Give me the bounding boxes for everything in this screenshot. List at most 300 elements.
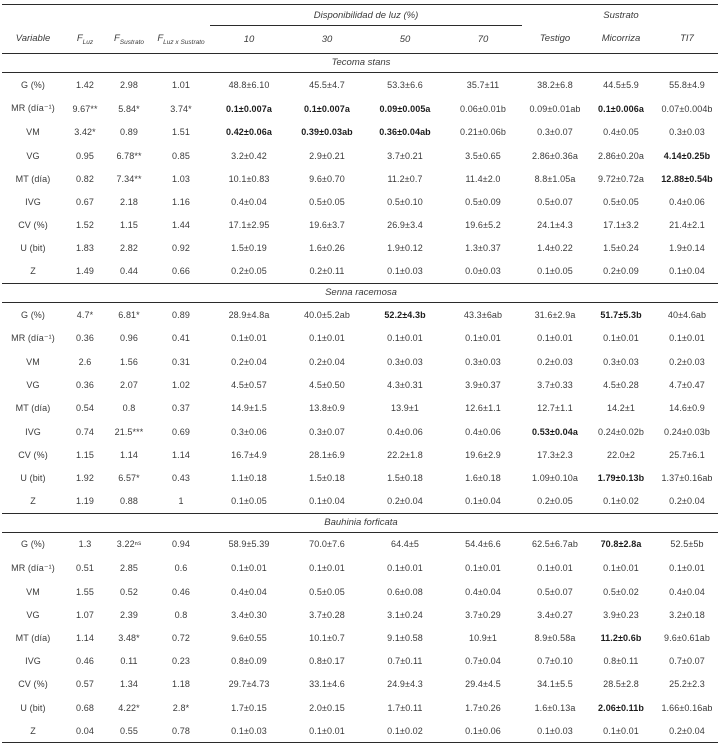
value-cell: 9.6±0.55 [231,633,267,644]
value-cell: 9.6±0.61ab [664,633,710,644]
value-cell: 7.34** [116,173,142,184]
value-cell: 0.8 [174,609,188,620]
value-cell: 55.8±4.9 [669,79,705,90]
value-cell: 0.7±0.10 [537,656,573,667]
f-luz-column-header [64,26,106,54]
variable-cell: VG [26,150,40,161]
value-cell: 1.92 [76,472,94,483]
value-cell: 3.7±0.28 [309,609,345,620]
value-cell: 0.67 [76,196,94,207]
value-cell: 21.4±2.1 [669,220,705,231]
value-cell: 17.3±2.3 [537,449,573,460]
value-cell: 24.9±4.3 [387,679,423,690]
value-cell: 9.67** [72,103,98,114]
value-cell: 14.6±0.9 [669,403,705,414]
value-cell: 0.2±0.04 [387,496,423,507]
value-cell: 0.78 [172,725,190,736]
value-cell: 28.1±6.9 [309,449,345,460]
value-cell: 0.7±0.04 [465,656,501,667]
value-cell: 1.19 [76,496,94,507]
value-cell: 25.2±2.3 [669,679,705,690]
value-cell: 0.04 [76,725,94,736]
value-cell: 14.2±1 [606,403,636,414]
value-cell: 12.88±0.54b [661,173,713,184]
value-cell: 9.72±0.72a [598,173,644,184]
table-row [2,350,718,373]
value-cell: 0.1±0.06 [465,725,501,736]
value-cell: 0.66 [172,266,190,277]
value-cell: 31.6±2.9a [534,309,576,320]
value-cell: 0.24±0.03b [664,426,710,437]
value-cell: 0.74 [76,426,94,437]
value-cell: 1.44 [172,220,190,231]
value-cell: 58.9±5.39 [228,539,270,550]
table-row [2,73,718,97]
value-cell: 1.02 [172,380,190,391]
variable-cell: MR (día⁻¹) [11,103,55,114]
value-cell: 0.3±0.03 [603,357,639,368]
value-cell: 62.5±6.7ab [532,539,578,550]
value-cell: 0.46 [76,656,94,667]
section-title-row [2,284,718,303]
f-luz-subscript: Luz [82,38,94,46]
light-level-10-header: 10 [210,26,288,54]
value-cell: 0.0±0.03 [465,266,501,277]
value-cell: 0.1±0.01 [309,725,345,736]
value-cell: 3.9±0.37 [465,380,501,391]
value-cell: 0.1±0.03 [387,266,423,277]
value-cell: 0.8±0.17 [309,656,345,667]
value-cell: 0.31 [172,357,190,368]
value-cell: 6.78** [116,150,142,161]
value-cell: 0.09±0.01ab [529,103,581,114]
value-cell: 14.9±1.5 [231,403,267,414]
value-cell: 4.7* [76,309,94,320]
value-cell: 0.3±0.07 [309,426,345,437]
value-cell: 0.36 [76,380,94,391]
f-sustrato-subscript: Sustrato [119,38,145,46]
value-cell: 54.4±6.6 [465,539,501,550]
value-cell: 48.8±6.10 [228,79,270,90]
value-cell: 5.84* [118,103,140,114]
table-row [2,420,718,443]
value-cell: 0.2±0.04 [669,725,705,736]
value-cell: 2.6 [78,357,92,368]
table-row [2,190,718,213]
value-cell: 3.7±0.33 [537,380,573,391]
value-cell: 9.6±0.70 [309,173,345,184]
value-cell: 0.8±0.09 [231,656,267,667]
value-cell: 1.5±0.18 [387,472,423,483]
value-cell: 0.1±0.01 [309,563,345,574]
value-cell: 1.6±0.26 [309,243,345,254]
value-cell: 1.3 [78,539,92,550]
value-cell: 0.7±0.11 [387,656,423,667]
value-cell: 1.5±0.24 [603,243,639,254]
value-cell: 6.81* [118,309,140,320]
value-cell: 35.7±11 [466,79,500,90]
variable-cell: Z [30,725,36,736]
value-cell: 0.5±0.05 [309,586,345,597]
value-cell: 4.5±0.50 [309,380,345,391]
value-cell: 2.39 [120,609,138,620]
value-cell: 1.3±0.37 [465,243,501,254]
value-cell: 0.1±0.01 [465,563,501,574]
variable-cell: IVG [25,426,41,437]
value-cell: 1.1±0.18 [231,472,267,483]
value-cell: 0.89 [172,309,190,320]
value-cell: 11.4±2.0 [465,173,501,184]
value-cell: 2.82 [120,243,138,254]
value-cell: 0.5±0.09 [465,196,501,207]
variable-cell: MT (día) [15,633,51,644]
value-cell: 11.2±0.6b [600,633,642,644]
substrate-ti7-header: TI7 [654,26,718,54]
section-title-row [2,54,718,73]
value-cell: 1.56 [120,357,138,368]
variable-cell: IVG [25,196,41,207]
value-cell: 0.2±0.09 [603,266,639,277]
table-row [2,603,718,626]
species-section-title: Senna racemosa [2,284,718,303]
value-cell: 0.41 [172,333,190,344]
results-table [2,4,718,743]
value-cell: 29.7±4.73 [228,679,270,690]
table-row [2,556,718,580]
value-cell: 0.2±0.11 [309,266,345,277]
value-cell: 0.1±0.03 [231,725,267,736]
table-row [2,719,718,743]
light-level-50-header: 50 [366,26,444,54]
value-cell: 0.1±0.007a [304,103,350,114]
value-cell: 19.6±5.2 [465,220,501,231]
value-cell: 0.46 [172,586,190,597]
value-cell: 40.0±5.2ab [304,309,350,320]
table-row [2,532,718,556]
value-cell: 0.94 [172,539,190,550]
value-cell: 1.49 [76,266,94,277]
value-cell: 1.01 [172,79,190,90]
table-row [2,214,718,237]
value-cell: 3.48* [118,633,140,644]
value-cell: 0.5±0.07 [537,196,573,207]
value-cell: 19.6±2.9 [465,449,501,460]
value-cell: 0.8±0.11 [603,656,639,667]
value-cell: 2.98 [120,79,138,90]
value-cell: 2.06±0.11b [598,702,644,713]
value-cell: 1.07 [76,609,94,620]
value-cell: 1.7±0.11 [387,702,423,713]
value-cell: 0.82 [76,173,94,184]
value-cell: 0.4±0.04 [231,196,267,207]
value-cell: 0.92 [172,243,190,254]
value-cell: 9.1±0.58 [387,633,423,644]
value-cell: 0.7±0.07 [669,656,705,667]
value-cell: 12.6±1.1 [465,403,501,414]
value-cell: 0.72 [172,633,190,644]
table-row [2,673,718,696]
value-cell: 0.2±0.05 [537,496,573,507]
light-level-30-header: 30 [288,26,366,54]
value-cell: 1.42 [76,79,94,90]
variable-cell: G (%) [21,309,45,320]
value-cell: 1.6±0.13a [534,702,576,713]
value-cell: 3.7±0.29 [465,609,501,620]
variable-cell: G (%) [21,79,45,90]
value-cell: 1.6±0.18 [465,472,501,483]
variable-cell: MT (día) [15,173,51,184]
value-cell: 0.23 [172,656,190,667]
value-cell: 4.5±0.57 [231,380,267,391]
value-cell: 2.18 [120,196,138,207]
value-cell: 0.1±0.01 [231,333,267,344]
value-cell: 0.1±0.01 [309,333,345,344]
value-cell: 1.09±0.10a [532,472,578,483]
value-cell: 0.43 [172,472,190,483]
table-row [2,696,718,719]
table-row [2,303,718,327]
table-row [2,237,718,260]
value-cell: 43.3±6ab [463,309,503,320]
value-cell: 0.07±0.004b [661,103,713,114]
value-cell: 0.1±0.04 [465,496,501,507]
value-cell: 2.9±0.21 [309,150,345,161]
f-symbol: F [157,32,164,44]
value-cell: 0.3±0.03 [387,357,423,368]
value-cell: 3.74* [170,103,192,114]
value-cell: 2.07 [120,380,138,391]
substrate-group-header: Sustrato [603,10,639,22]
value-cell: 0.1±0.007a [226,103,272,114]
variable-cell: VM [26,357,40,368]
value-cell: 0.1±0.01 [537,563,573,574]
value-cell: 0.21±0.06b [460,127,506,138]
value-cell: 0.8 [122,403,136,414]
value-cell: 3.1±0.24 [387,609,423,620]
table-row [2,121,718,144]
column-header-row [2,26,718,54]
value-cell: 0.54 [76,403,94,414]
value-cell: 19.6±3.7 [309,220,345,231]
light-availability-group-header: Disponibilidad de luz (%) [210,5,522,26]
value-cell: 1.14 [172,449,190,460]
table-row [2,650,718,673]
value-cell: 0.1±0.04 [309,496,345,507]
value-cell: 0.88 [120,496,138,507]
value-cell: 2.85 [120,563,138,574]
value-cell: 0.5±0.10 [387,196,423,207]
table-body [2,54,718,743]
f-symbol: F [113,32,120,44]
value-cell: 0.06±0.01b [460,103,506,114]
value-cell: 0.3±0.07 [537,127,573,138]
value-cell: 0.89 [120,127,138,138]
value-cell: 0.96 [120,333,138,344]
variable-cell: MT (día) [15,403,51,414]
table-row [2,397,718,420]
value-cell: 1.79±0.13b [597,472,645,483]
value-cell: 3.9±0.23 [603,609,639,620]
value-cell: 44.5±5.9 [603,79,639,90]
value-cell: 1 [178,496,184,507]
value-cell: 0.95 [76,150,94,161]
value-cell: 3.22ⁿˢ [116,539,142,550]
value-cell: 0.5±0.05 [309,196,345,207]
value-cell: 0.09±0.005a [379,103,431,114]
value-cell: 0.1±0.01 [603,725,639,736]
variable-cell: CV (%) [18,449,48,460]
value-cell: 1.51 [172,127,190,138]
value-cell: 0.1±0.01 [465,333,501,344]
value-cell: 0.1±0.05 [231,496,267,507]
value-cell: 0.42±0.06a [226,127,272,138]
value-cell: 0.5±0.02 [603,586,639,597]
value-cell: 0.5±0.07 [537,586,573,597]
value-cell: 12.7±1.1 [537,403,573,414]
value-cell: 1.66±0.16ab [661,702,713,713]
value-cell: 13.8±0.9 [309,403,345,414]
value-cell: 0.1±0.01 [387,333,423,344]
value-cell: 1.14 [76,633,94,644]
value-cell: 22.0±2 [606,449,636,460]
value-cell: 0.1±0.04 [669,266,705,277]
variable-column-header: Variable [2,26,64,54]
variable-cell: Z [30,496,36,507]
value-cell: 0.39±0.03ab [301,127,353,138]
value-cell: 16.7±4.9 [231,449,267,460]
value-cell: 24.1±4.3 [537,220,573,231]
value-cell: 0.85 [172,150,190,161]
table-row [2,97,718,121]
value-cell: 2.86±0.36a [532,150,578,161]
value-cell: 0.1±0.01 [669,333,705,344]
value-cell: 33.1±4.6 [309,679,345,690]
value-cell: 0.2±0.05 [231,266,267,277]
value-cell: 0.2±0.04 [231,357,267,368]
value-cell: 1.16 [172,196,190,207]
value-cell: 45.5±4.7 [309,79,345,90]
table-row [2,490,718,514]
value-cell: 0.53±0.04a [532,426,578,437]
variable-cell: VG [26,609,40,620]
variable-cell: VM [26,127,40,138]
species-section-title: Tecoma stans [2,54,718,73]
value-cell: 10.9±1 [468,633,498,644]
table-row [2,326,718,350]
value-cell: 0.6±0.08 [387,586,423,597]
substrate-micorriza-header: Micorriza [588,26,654,54]
value-cell: 0.24±0.02b [598,426,644,437]
value-cell: 0.52 [120,586,138,597]
value-cell: 38.2±6.8 [537,79,573,90]
value-cell: 52.2±4.3b [384,309,426,320]
value-cell: 1.7±0.26 [465,702,501,713]
value-cell: 3.2±0.18 [669,609,705,620]
value-cell: 64.4±5 [390,539,420,550]
table-row [2,144,718,167]
value-cell: 0.2±0.04 [309,357,345,368]
value-cell: 52.5±5b [670,539,704,550]
value-cell: 0.2±0.03 [537,357,573,368]
variable-cell: IVG [25,656,41,667]
value-cell: 0.4±0.04 [669,586,705,597]
value-cell: 0.1±0.02 [603,496,639,507]
value-cell: 0.51 [76,563,94,574]
value-cell: 0.37 [172,403,190,414]
substrate-testigo-header: Testigo [522,26,588,54]
value-cell: 0.3±0.03 [465,357,501,368]
f-interaction-column-header [152,26,210,54]
table-header [2,5,718,54]
value-cell: 1.37±0.16ab [661,472,713,483]
value-cell: 10.1±0.83 [228,173,270,184]
value-cell: 0.4±0.04 [465,586,501,597]
value-cell: 4.5±0.28 [603,380,639,391]
value-cell: 0.55 [120,725,138,736]
value-cell: 3.2±0.42 [231,150,267,161]
value-cell: 0.4±0.06 [387,426,423,437]
f-sustrato-column-header [106,26,152,54]
value-cell: 4.7±0.47 [669,380,705,391]
variable-cell: CV (%) [18,220,48,231]
value-cell: 53.3±6.6 [387,79,423,90]
value-cell: 0.44 [120,266,138,277]
value-cell: 2.86±0.20a [598,150,644,161]
value-cell: 28.5±2.8 [603,679,639,690]
value-cell: 1.4±0.22 [537,243,573,254]
value-cell: 4.3±0.31 [387,380,423,391]
table-row [2,627,718,650]
value-cell: 4.22* [118,702,140,713]
spanner-spacer [2,5,210,26]
table-row [2,466,718,489]
value-cell: 0.68 [76,702,94,713]
value-cell: 3.5±0.65 [465,150,501,161]
value-cell: 0.4±0.04 [231,586,267,597]
value-cell: 17.1±2.95 [228,220,270,231]
table-row [2,167,718,190]
value-cell: 0.1±0.01 [669,563,705,574]
value-cell: 0.1±0.01 [603,333,639,344]
value-cell: 3.7±0.21 [387,150,423,161]
f-interaction-subscript: Luz x Sustrato [163,38,205,46]
value-cell: 3.42* [74,127,96,138]
value-cell: 22.2±1.8 [387,449,423,460]
group-header-row [2,5,718,26]
value-cell: 1.5±0.19 [231,243,267,254]
value-cell: 0.1±0.03 [537,725,573,736]
value-cell: 1.34 [120,679,138,690]
value-cell: 6.57* [118,472,140,483]
value-cell: 25.7±6.1 [669,449,705,460]
variable-cell: MR (día⁻¹) [11,332,55,343]
variable-cell: CV (%) [18,679,48,690]
table-row [2,443,718,466]
value-cell: 0.1±0.01 [537,333,573,344]
table-row [2,260,718,284]
value-cell: 0.2±0.03 [669,357,705,368]
value-cell: 1.18 [172,679,190,690]
value-cell: 70.0±7.6 [309,539,345,550]
section-title-row [2,513,718,532]
variable-cell: VG [26,380,40,391]
value-cell: 0.3±0.03 [669,127,705,138]
value-cell: 1.83 [76,243,94,254]
variable-cell: Z [30,266,36,277]
value-cell: 1.7±0.15 [231,702,267,713]
value-cell: 0.11 [120,656,138,667]
table-row [2,374,718,397]
